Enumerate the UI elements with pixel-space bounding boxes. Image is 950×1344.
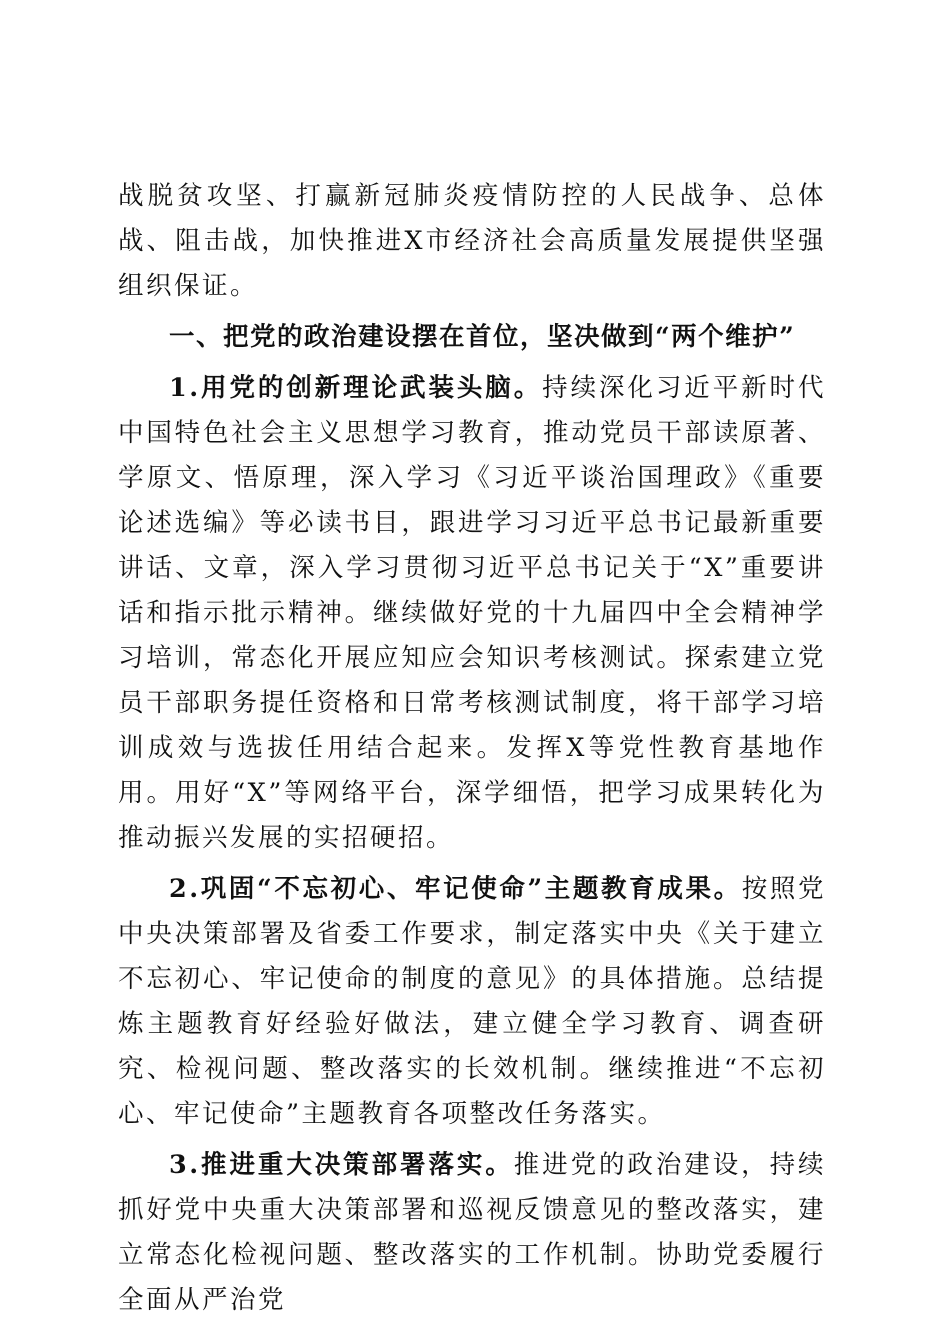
item-2-body: 按照党中央决策部署及省委工作要求，制定落实中央《关于建立不忘初心、牢记使命的制度的意见》的具体措施。总结提炼主题教育好经验好做法，建立健全学习教育、调查研究、检视问题、整改落实的长效机制。继续推进“不忘初心、牢记使命”主题教育各项整改任务落实。 — [118, 874, 826, 1129]
paragraph-item-3 — [118, 1143, 826, 1323]
paragraph-item-1 — [118, 366, 826, 861]
section-heading: 一、把党的政治建设摆在首位，坚决做到“两个维护” — [169, 322, 796, 352]
item-1-body: 持续深化习近平新时代中国特色社会主义思想学习教育，推动党员干部读原著、学原文、悟原理，深入学习《习近平谈治国理政》《重要论述选编》等必读书目，跟进学习习近平总书记最新重要讲话、文章，深入学习贯彻习近平总书记关于“X”重要讲话和指示批示精神。继续做好党的十九届四中全会精神学习培训，常态化开展应知应会知识考核测试。探索建立党员干部职务提任资格和日常考核测试制度，将干部学习培训成效与选拔任用结合起来。发挥X等党性教育基地作用。用好“X”等网络平台，深学细悟，把学习成果转化为推动振兴发展的实招硬招。 — [118, 373, 826, 853]
item-1-title: 1.用党的创新理论武装头脑。 — [169, 373, 543, 403]
item-3-title: 3.推进重大决策部署落实。 — [169, 1150, 514, 1180]
paragraph-continuation: 战脱贫攻坚、打赢新冠肺炎疫情防控的人民战争、总体战、阻击战，加快推进X市经济社会高质量发展提供坚强组织保证。 — [118, 181, 826, 301]
item-3-body: 推进党的政治建设，持续抓好党中央重大决策部署和巡视反馈意见的整改落实，建立常态化检视问题、整改落实的工作机制。协助党委履行全面从严治党 — [118, 1150, 826, 1315]
document-page — [118, 174, 826, 1323]
paragraph-item-2 — [118, 867, 826, 1137]
item-2-title: 2.巩固“不忘初心、牢记使命”主题教育成果。 — [169, 874, 742, 904]
